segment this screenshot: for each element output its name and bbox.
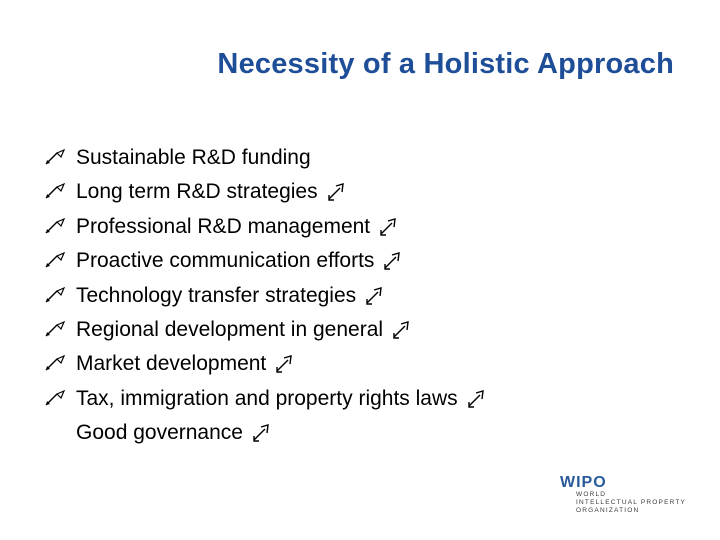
list-item-label: Professional R&D management: [76, 214, 371, 238]
slide-title: Necessity of a Holistic Approach: [217, 48, 674, 80]
list-item-label: Good governance: [76, 421, 243, 445]
list-item-label: Long term R&D strategies: [76, 180, 318, 204]
arrow-pointer-icon: [251, 422, 273, 444]
pen-bullet-icon: [44, 251, 66, 269]
wipo-logo: [560, 474, 710, 524]
list-item-label: Technology transfer strategies: [76, 283, 357, 307]
pen-bullet-icon: [44, 320, 66, 338]
list-item-label: Proactive communication efforts: [76, 249, 375, 273]
list-item-label: Market development: [76, 352, 267, 376]
pen-bullet-icon: [44, 389, 66, 407]
arrow-pointer-icon: [466, 388, 488, 410]
arrow-pointer-icon: [382, 250, 404, 272]
pen-bullet-icon: [44, 286, 66, 304]
logo-line-3: ORGANIZATION: [576, 507, 640, 514]
list-item-label: Regional development in general: [76, 317, 384, 341]
arrow-pointer-icon: [378, 216, 400, 238]
pen-bullet-icon: [44, 148, 66, 166]
pen-bullet-icon: [44, 354, 66, 372]
pen-bullet-icon: [44, 217, 66, 235]
logo-wordmark: WIPO: [560, 474, 607, 491]
logo-line-2: INTELLECTUAL PROPERTY: [576, 499, 687, 506]
arrow-pointer-icon: [364, 285, 386, 307]
arrow-pointer-icon: [391, 319, 413, 341]
list-item-label: Tax, immigration and property rights laws: [76, 386, 458, 410]
list-item-label: Sustainable R&D funding: [76, 146, 311, 169]
logo-line-1: WORLD: [576, 491, 607, 498]
pen-bullet-icon: [44, 182, 66, 200]
arrow-pointer-icon: [274, 353, 296, 375]
arrow-pointer-icon: [326, 181, 348, 203]
